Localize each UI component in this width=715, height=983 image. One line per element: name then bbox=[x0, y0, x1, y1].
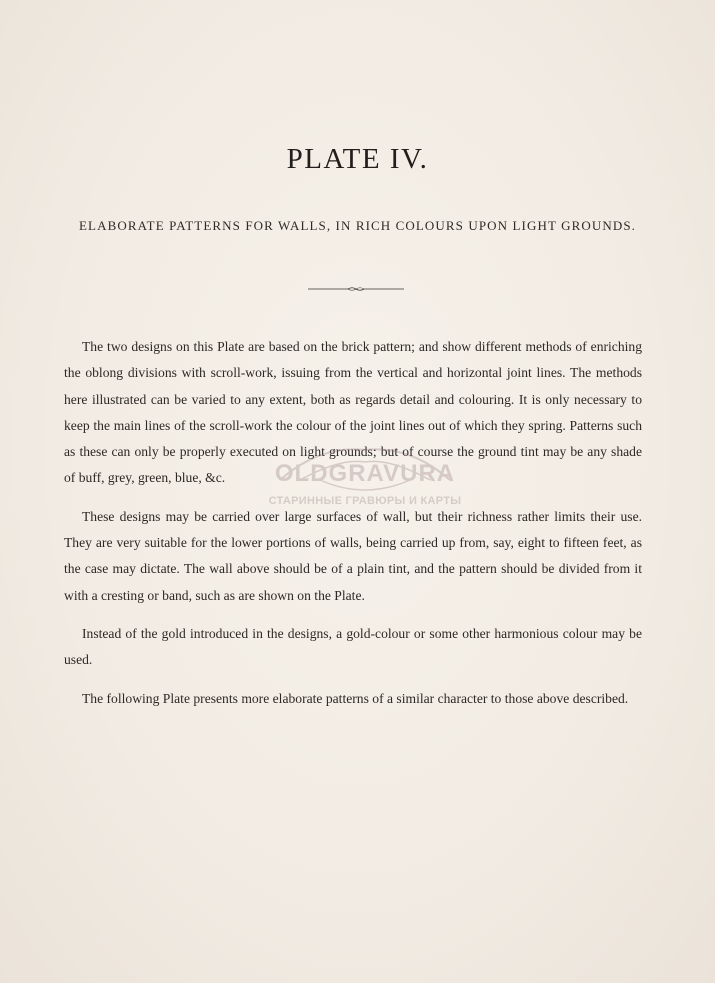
plate-title: PLATE IV. bbox=[286, 143, 429, 175]
body-text bbox=[64, 334, 642, 724]
paragraph: The following Plate presents more elaborate patterns of a similar character to those above described. bbox=[82, 690, 629, 706]
paragraph: The two designs on this Plate are based on the brick pattern; and show different methods of enriching the oblong divisions with scroll-work, issuing from the vertical and horizontal joint lines. The methods here illustrated can be varied to any extent, both as regards detail and colouring. It is only necessary to keep the main lines of the scroll-work the colour of the joint lines out of which they spring. Patterns such as these can only be properly executed on light grounds; but of course the ground tint may be any shade of buff, grey, green, blue, &c. bbox=[64, 339, 642, 486]
watermark-subtext: СТАРИННЫЕ ГРАВЮРЫ И КАРТЫ bbox=[268, 495, 462, 507]
watermark-logo: OLDGRAVURA bbox=[274, 460, 456, 487]
paragraph: Instead of the gold introduced in the designs, a gold-colour or some other harmonious colour may be used. bbox=[64, 625, 642, 668]
paragraph: These designs may be carried over large surfaces of wall, but their richness rather limits their use. They are very suitable for the lower portions of walls, being carried up from, say, eight to fifteen feet, as the case may dictate. The wall above should be of a plain tint, and the pattern should be divided from it with a cresting or band, such as are shown on the Plate. bbox=[64, 508, 642, 603]
ornamental-rule bbox=[308, 286, 404, 292]
plate-subtitle: ELABORATE PATTERNS FOR WALLS, IN RICH COLOURS UPON LIGHT GROUNDS. bbox=[79, 218, 636, 233]
